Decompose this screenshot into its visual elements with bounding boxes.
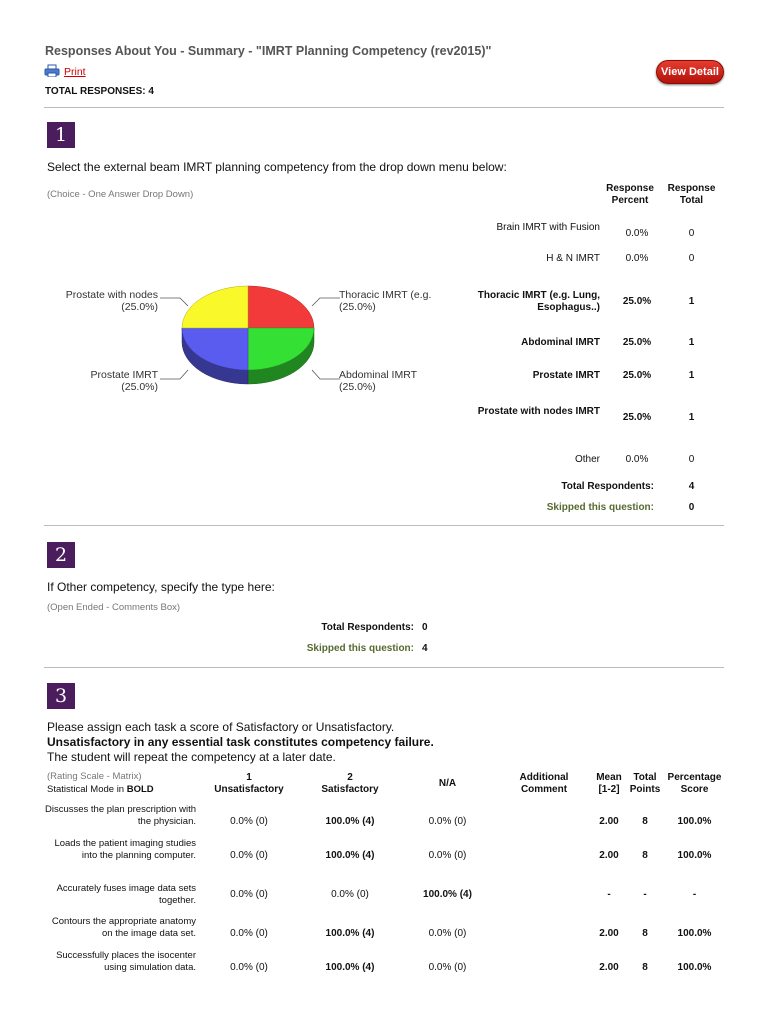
response-label: Brain IMRT with Fusion: [496, 222, 600, 233]
col-header-points: Total Points: [629, 772, 661, 795]
pie-label-prostate: Prostate IMRT (25.0%): [90, 369, 158, 393]
divider: [44, 667, 724, 668]
pie-label-prostate-nodes: Prostate with nodes (25.0%): [65, 289, 158, 313]
divider: [44, 525, 724, 526]
pie-label-abdominal: Abdominal IMRT (25.0%): [339, 369, 418, 393]
score-na: 0.0% (0): [428, 816, 467, 827]
mean-value: 2.00: [599, 962, 619, 973]
task-label: Successfully places the isocenter using simulation data.: [56, 950, 196, 973]
total-points: 8: [642, 850, 648, 861]
pie-leader-lines: [150, 290, 350, 400]
total-points: -: [643, 889, 647, 900]
response-percent: 0.0%: [625, 454, 649, 465]
view-detail-button[interactable]: View Detail: [656, 60, 724, 84]
col-header-na: N/A: [438, 778, 457, 789]
question-emphasis: Unsatisfactory in any essential task constitutes competency failure.: [47, 735, 434, 749]
score-unsatisfactory: 0.0% (0): [230, 850, 268, 861]
response-percent: 25.0%: [622, 296, 652, 307]
divider: [44, 107, 724, 108]
col-header-comment: Additional Comment: [519, 772, 569, 795]
col-header-score: Percentage Score: [667, 772, 722, 795]
percentage-score: 100.0%: [677, 816, 712, 827]
col-header-satisfactory: 2 Satisfactory: [321, 772, 379, 795]
statistical-mode-note: Statistical Mode in BOLD: [47, 784, 154, 795]
score-satisfactory: 100.0% (4): [325, 816, 375, 827]
total-points: 8: [642, 962, 648, 973]
response-label: Thoracic IMRT (e.g. Lung, Esophagus..): [477, 290, 600, 313]
total-respondents-value: 4: [688, 481, 695, 492]
total-responses: TOTAL RESPONSES: 4: [45, 86, 154, 97]
score-unsatisfactory: 0.0% (0): [230, 889, 268, 900]
question-text: Select the external beam IMRT planning competency from the drop down menu below:: [47, 160, 507, 174]
score-na: 100.0% (4): [423, 889, 472, 900]
percentage-score: 100.0%: [677, 850, 712, 861]
pie-label-thoracic: Thoracic IMRT (e.g. (25.0%): [339, 289, 432, 313]
col-header-unsatisfactory: 1 Unsatisfactory: [214, 772, 284, 795]
question-text: If Other competency, specify the type here:: [47, 580, 275, 594]
score-na: 0.0% (0): [428, 850, 467, 861]
score-na: 0.0% (0): [428, 962, 467, 973]
score-unsatisfactory: 0.0% (0): [230, 816, 268, 827]
response-total: 1: [688, 296, 695, 307]
total-points: 8: [642, 816, 648, 827]
question-type: (Open Ended - Comments Box): [47, 602, 181, 613]
response-percent: 25.0%: [622, 412, 652, 423]
print-label[interactable]: Print: [64, 66, 86, 78]
score-satisfactory: 0.0% (0): [331, 889, 369, 900]
response-total: 0: [688, 228, 695, 239]
response-percent: 0.0%: [625, 228, 649, 239]
response-percent: 25.0%: [622, 337, 652, 348]
print-link[interactable]: [44, 64, 86, 80]
response-total: 1: [688, 412, 695, 423]
question-note: The student will repeat the competency at a later date.: [47, 750, 336, 764]
skipped-value: 4: [422, 643, 428, 654]
question-type: (Rating Scale - Matrix): [47, 771, 142, 782]
total-respondents-label: Total Respondents:: [321, 622, 414, 633]
response-total: 1: [688, 370, 695, 381]
question-type: (Choice - One Answer Drop Down): [47, 189, 194, 200]
mean-value: 2.00: [599, 928, 619, 939]
task-label: Loads the patient imaging studies into the planning computer.: [54, 838, 196, 861]
response-percent: 0.0%: [625, 253, 649, 264]
page-title: Responses About You - Summary - "IMRT Planning Competency (rev2015)": [45, 44, 492, 58]
score-na: 0.0% (0): [428, 928, 467, 939]
question-number: 3: [47, 683, 75, 709]
total-respondents-value: 0: [422, 622, 428, 633]
skipped-label: Skipped this question:: [546, 502, 654, 513]
task-label: Contours the appropriate anatomy on the image data set.: [51, 916, 196, 939]
response-total: 0: [688, 454, 695, 465]
response-total: 0: [688, 253, 695, 264]
mean-value: -: [607, 889, 611, 900]
mean-value: 2.00: [599, 850, 619, 861]
percentage-score: -: [692, 889, 697, 900]
score-satisfactory: 100.0% (4): [325, 928, 375, 939]
task-label: Accurately fuses image data sets together.: [56, 883, 196, 906]
percentage-score: 100.0%: [677, 928, 712, 939]
col-header-percent: Response Percent: [606, 183, 654, 206]
response-total: 1: [688, 337, 695, 348]
question-number: 2: [47, 542, 75, 568]
printer-icon: [44, 64, 60, 80]
response-label: Prostate IMRT: [532, 370, 600, 381]
question-text: Please assign each task a score of Satisfactory or Unsatisfactory.: [47, 720, 395, 734]
percentage-score: 100.0%: [677, 962, 712, 973]
question-number: 1: [47, 122, 75, 148]
score-unsatisfactory: 0.0% (0): [230, 962, 268, 973]
response-label: Abdominal IMRT: [521, 337, 600, 348]
mean-value: 2.00: [599, 816, 619, 827]
col-header-mean: Mean [1-2]: [596, 772, 622, 795]
response-percent: 25.0%: [622, 370, 652, 381]
response-label: Prostate with nodes IMRT: [477, 406, 600, 417]
score-satisfactory: 100.0% (4): [325, 962, 375, 973]
score-unsatisfactory: 0.0% (0): [230, 928, 268, 939]
response-label: H & N IMRT: [546, 253, 600, 264]
response-label: Other: [574, 454, 600, 465]
task-label: Discusses the plan prescription with the physician.: [44, 804, 196, 827]
col-header-total: Response Total: [667, 183, 716, 206]
total-points: 8: [642, 928, 648, 939]
skipped-label: Skipped this question:: [306, 643, 414, 654]
score-satisfactory: 100.0% (4): [325, 850, 375, 861]
skipped-value: 0: [688, 502, 695, 513]
total-respondents-label: Total Respondents:: [561, 481, 654, 492]
